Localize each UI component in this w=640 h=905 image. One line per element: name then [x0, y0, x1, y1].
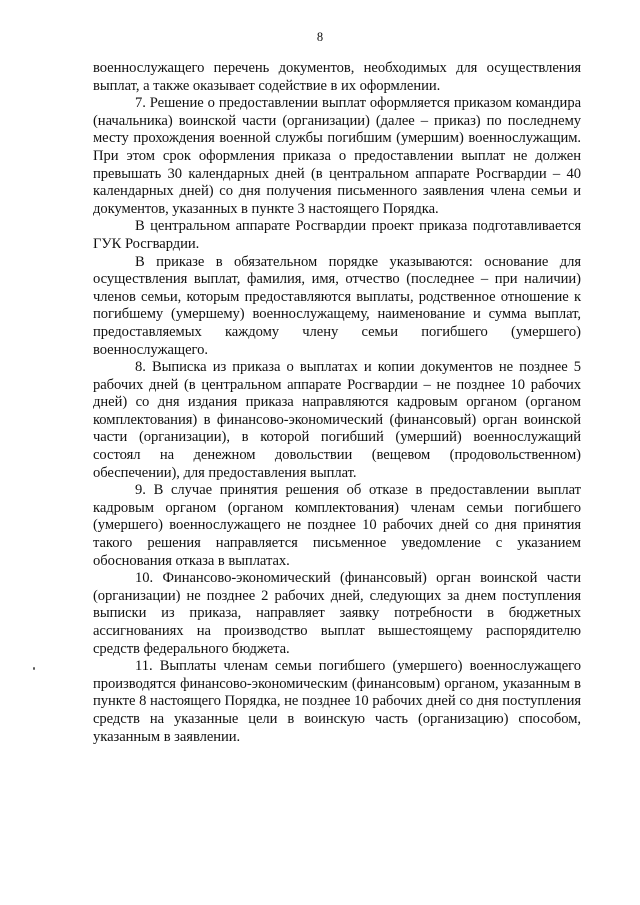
paragraph-item-11: 11. Выплаты членам семьи погибшего (умершего) военнослужащего производятся финансово-экономическим (финансовым) органом, указанным в пункте 8 настоящего Порядка, не позднее 10 рабочих дней со дня поступления средств на указанные цели в воинскую часть (организацию) способом, указанным в заявлении. [93, 658, 581, 745]
paragraph-item-9: 9. В случае принятия решения об отказе в предоставлении выплат кадровым органом (органом комплектования) членам семьи погибшего (умершего) военнослужащего не позднее 10 рабочих дней со дня принятия такого решения направляется письменное уведомление с указанием обоснования отказа в выплатах. [93, 482, 581, 569]
paragraph-item-10: 10. Финансово-экономический (финансовый) орган воинской части (организации) не позднее 2 рабочих дней, следующих за днем поступления выписки из приказа, направляет заявку потребности в бюджетных ассигнованиях на производство выплат вышестоящему распорядителю средств федерального бюджета. [93, 570, 581, 657]
document-body [93, 60, 581, 746]
page-number: 8 [316, 30, 324, 44]
paragraph-central-apparatus: В центральном аппарате Росгвардии проект приказа подготавливается ГУК Росгвардии. [93, 218, 581, 252]
paragraph-order-contents: В приказе в обязательном порядке указываются: основание для осуществления выплат, фамилия, имя, отчество (последнее – при наличии) членов семьи, которым предоставляются выплаты, родственное отношение к погибшему (умершему) военнослужащему, наименование и сумма выплат, предоставляемых каждому члену семьи погибшего (умершего) военнослужащего. [93, 253, 581, 358]
scan-speck [33, 667, 35, 670]
paragraph-item-7: 7. Решение о предоставлении выплат оформляется приказом командира (начальника) воинской части (организации) (далее – приказ) по последнему месту прохождения военной службы погибшим (умершим) военнослужащим. При этом срок оформления приказа о предоставлении выплат не должен превышать 30 календарных дней (в центральном аппарате Росгвардии – 40 календарных дней) со дня получения письменного заявления члена семьи и документов, указанных в пункте 3 настоящего Порядка. [93, 95, 581, 217]
paragraph-continuation: военнослужащего перечень документов, необходимых для осуществления выплат, а также оказывает содействие в их оформлении. [93, 60, 581, 94]
paragraph-item-8: 8. Выписка из приказа о выплатах и копии документов не позднее 5 рабочих дней (в центральном аппарате Росгвардии – не позднее 10 рабочих дней) со дня издания приказа направляются кадровым органом (органом комплектования) в финансово-экономический (финансовый) орган воинской части (организации), в которой погибший (умерший) военнослужащий состоял на денежном довольствии (вещевом (продовольственном) обеспечении), для предоставления выплат. [93, 359, 581, 481]
